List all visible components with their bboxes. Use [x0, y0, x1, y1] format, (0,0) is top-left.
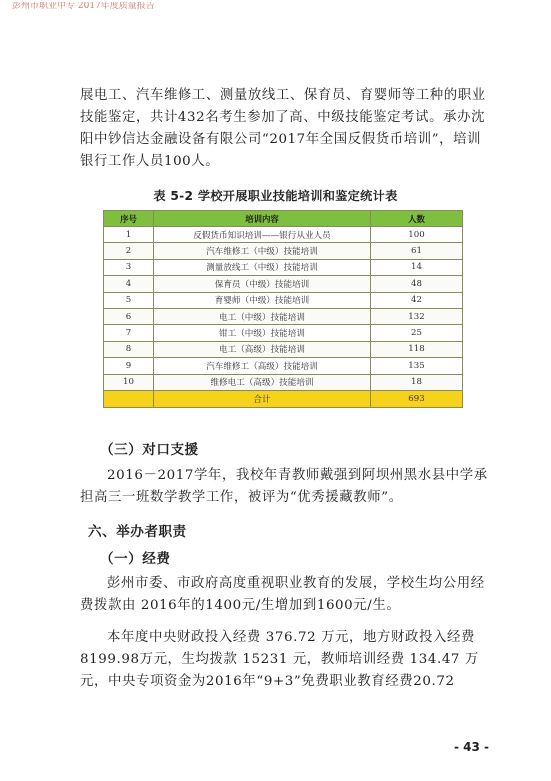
row-count-cell: 48 — [371, 276, 463, 292]
row-index-cell: 3 — [104, 259, 154, 275]
row-content-cell: 反假货币知识培训——银行从业人员 — [154, 227, 371, 243]
row-count-cell: 132 — [371, 308, 463, 324]
row-index-cell: 4 — [104, 276, 154, 292]
row-index-cell: 9 — [104, 358, 154, 374]
table-row — [104, 325, 463, 341]
row-content-cell: 钳工（中级）技能培训 — [154, 325, 371, 341]
row-content-cell: 测量放线工（中级）技能培训 — [154, 259, 371, 275]
row-content-cell: 保育员（中级）技能培训 — [154, 276, 371, 292]
column-header-index: 序号 — [104, 211, 154, 227]
row-content-cell: 汽车维修工（中级）技能培训 — [154, 243, 371, 259]
row-index-cell: 5 — [104, 292, 154, 308]
table-row — [104, 276, 463, 292]
row-count-cell: 14 — [371, 259, 463, 275]
row-content-cell: 电工（中级）技能培训 — [154, 308, 371, 324]
row-count-cell: 42 — [371, 292, 463, 308]
paragraph-certification: 展电工、汽车维修工、测量放线工、保育员、育婴师等工种的职业技能鉴定，共计432名考生参加了高、中级技能鉴定考试。承办沈阳中钞信达金融设备有限公司“2017年全国反假货币培训”，培训银行工作人员100人。 — [80, 88, 486, 169]
row-index-cell: 6 — [104, 308, 154, 324]
row-count-cell: 18 — [371, 374, 463, 390]
row-content-cell: 电工（高级）技能培训 — [154, 341, 371, 357]
page-number: - 43 - — [453, 740, 489, 754]
paragraph-funding-amounts: 本年度中央财政投入经费 376.72 万元，地方财政投入经费 8199.98万元，生均拨款 15231 元，教师培训经费 134.47 万元，中央专项资金为2016年“9+3”免费职业教育经费20.72 — [80, 630, 479, 689]
table-header-row — [104, 211, 463, 227]
training-statistics-table — [103, 210, 463, 408]
table-row — [104, 227, 463, 243]
table-row — [104, 292, 463, 308]
table-row — [104, 358, 463, 374]
row-index-cell: 2 — [104, 243, 154, 259]
table-total-row — [104, 390, 463, 407]
row-count-cell: 100 — [371, 227, 463, 243]
row-content-cell: 汽车维修工（高级）技能培训 — [154, 358, 371, 374]
row-index-cell: 8 — [104, 341, 154, 357]
heading-funding: （一）经费 — [100, 551, 171, 567]
total-label: 合计 — [154, 390, 371, 407]
running-header: 彭州市职业中专 2017年度质量报告 — [12, 2, 155, 10]
paragraph-support: 2016－2017学年，我校年青教师戴强到阿坝州黑水县中学承担高三一班数学教学工作，被评为“优秀援藏教师”。 — [80, 468, 488, 505]
row-content-cell: 育婴师（中级）技能培训 — [154, 292, 371, 308]
table-row — [104, 308, 463, 324]
row-count-cell: 135 — [371, 358, 463, 374]
table-row — [104, 341, 463, 357]
heading-sponsor-duties: 六、举办者职责 — [88, 524, 187, 540]
row-count-cell: 25 — [371, 325, 463, 341]
total-blank-cell — [104, 390, 154, 407]
row-content-cell: 维修电工（高级）技能培训 — [154, 374, 371, 390]
row-index-cell: 10 — [104, 374, 154, 390]
column-header-content: 培训内容 — [154, 211, 371, 227]
row-count-cell: 61 — [371, 243, 463, 259]
paragraph-funding-policy: 彭州市委、市政府高度重视职业教育的发展，学校生均公用经费拨款由 2016年的1400元/生增加到1600元/生。 — [80, 576, 485, 613]
row-count-cell: 118 — [371, 341, 463, 357]
row-index-cell: 7 — [104, 325, 154, 341]
total-value: 693 — [371, 390, 463, 407]
row-index-cell: 1 — [104, 227, 154, 243]
table-row — [104, 374, 463, 390]
column-header-count: 人数 — [371, 211, 463, 227]
table-row — [104, 243, 463, 259]
table-row — [104, 259, 463, 275]
table-title: 表 5-2 学校开展职业技能培训和鉴定统计表 — [153, 189, 398, 203]
heading-counterpart-support: （三）对口支援 — [100, 442, 199, 458]
